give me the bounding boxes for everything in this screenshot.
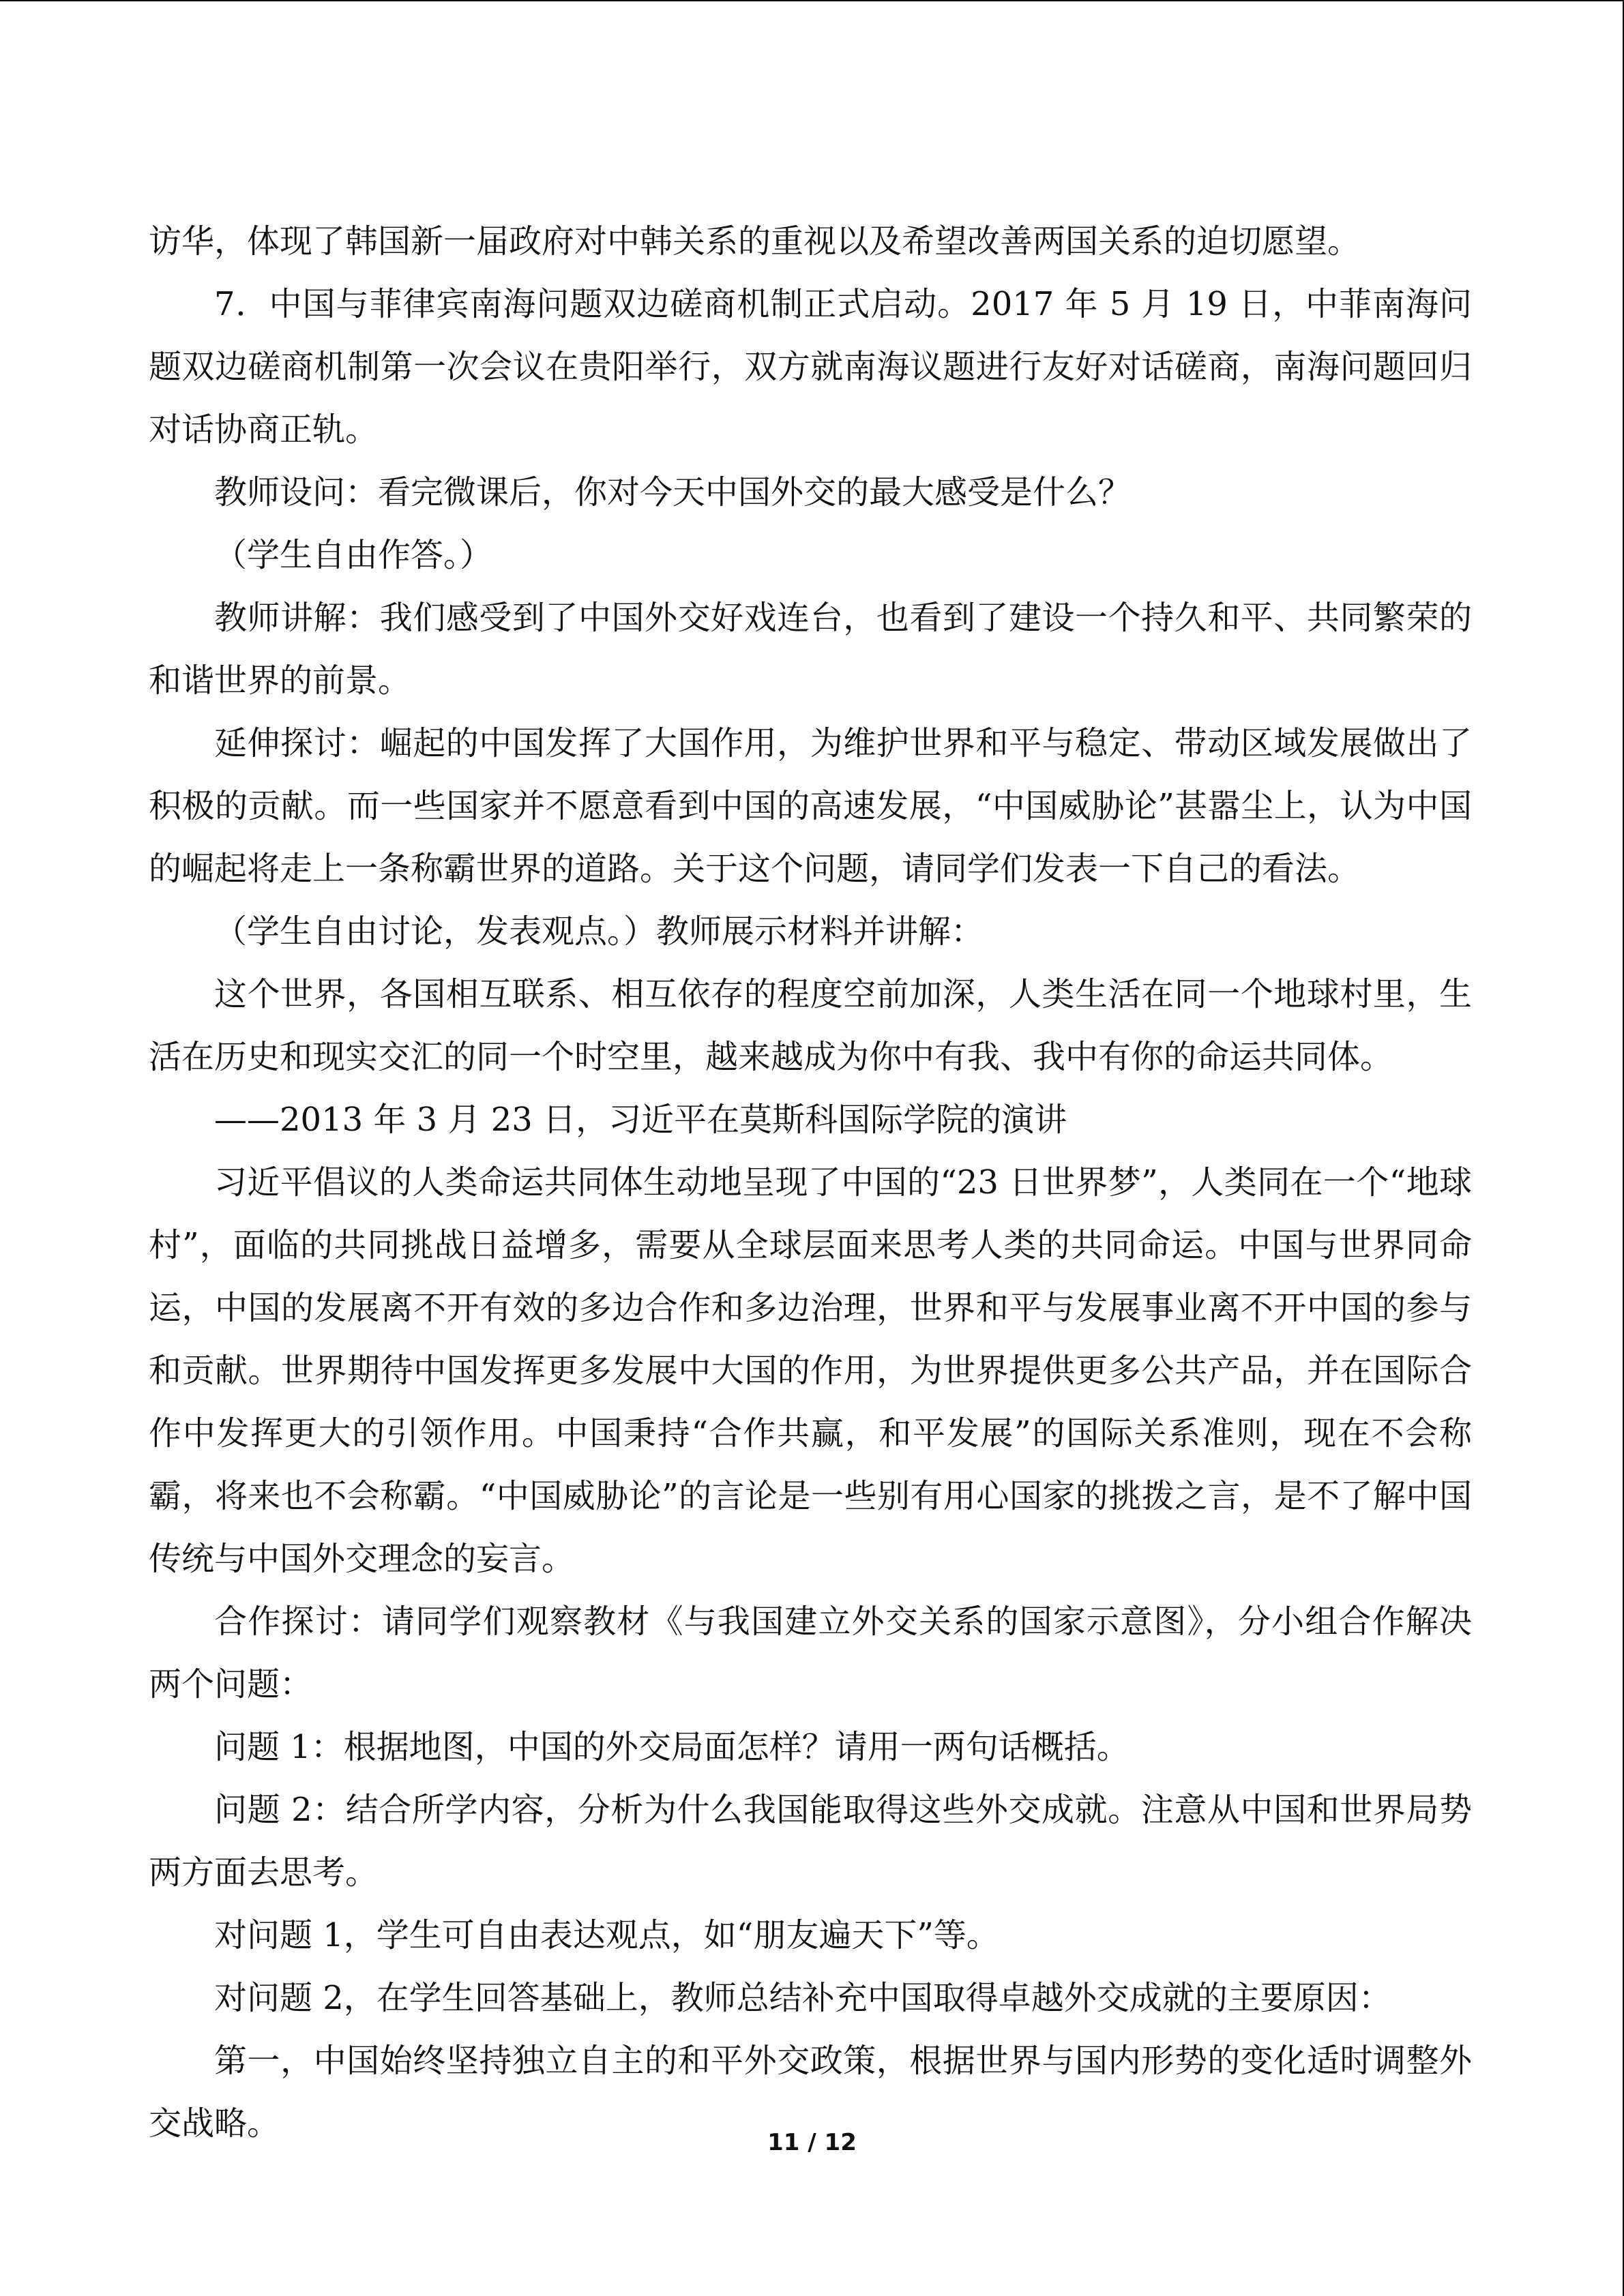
paragraph-10: 习近平倡议的人类命运共同体生动地呈现了中国的“23 日世界梦”，人类同在一个“地球村”，面临的共同挑战日益增多，需要从全球层面来思考人类的共同命运。中国与世界同命运，中国的发展离不开有效的多边合作和多边治理，世界和平与发展事业离不开中国的参与和贡献。世界期待中国发挥更多发展中大国的作用，为世界提供更多公共产品，并在国际合作中发挥更大的引领作用。中国秉持“合作共赢，和平发展”的国际关系准则，现在不会称霸，将来也不会称霸。“中国威胁论”的言论是一些别有用心国家的挑拨之言，是不了解中国传统与中国外交理念的妄言。 bbox=[149, 1163, 1472, 1578]
paragraph-13: 问题 2：结合所学内容，分析为什么我国能取得这些外交成就。注意从中国和世界局势两方面去思考。 bbox=[149, 1791, 1472, 1892]
paragraph-6: 延伸探讨：崛起的中国发挥了大国作用，为维护世界和平与稳定、带动区域发展做出了积极的贡献。而一些国家并不愿意看到中国的高速发展，“中国威胁论”甚嚣尘上，认为中国的崛起将走上一条称霸世界的道路。关于这个问题，请同学们发表一下自己的看法。 bbox=[149, 724, 1472, 888]
paragraph-8: 这个世界，各国相互联系、相互依存的程度空前加深，人类生活在同一个地球村里，生活在历史和现实交汇的同一个时空里，越来越成为你中有我、我中有你的命运共同体。 bbox=[149, 975, 1472, 1076]
page-number: 11 / 12 bbox=[767, 2129, 857, 2156]
paragraph-9-citation: ——2013 年 3 月 23 日，习近平在莫斯科国际学院的演讲 bbox=[214, 1101, 1067, 1139]
paragraph-15: 对问题 2，在学生回答基础上，教师总结补充中国取得卓越外交成就的主要原因： bbox=[214, 1979, 1391, 2017]
paragraph-16: 第一，中国始终坚持独立自主的和平外交政策，根据世界与国内形势的变化适时调整外交战略。 bbox=[149, 2042, 1472, 2143]
paragraph-3: 教师设问：看完微课后，你对今天中国外交的最大感受是什么？ bbox=[214, 473, 1132, 511]
paragraph-11: 合作探讨：请同学们观察教材《与我国建立外交关系的国家示意图》，分小组合作解决两个问题： bbox=[149, 1602, 1472, 1703]
paragraph-1: 访华，体现了韩国新一届政府对中韩关系的重视以及希望改善两国关系的迫切愿望。 bbox=[149, 222, 1361, 260]
paragraph-14: 对问题 1，学生可自由表达观点，如“朋友遍天下”等。 bbox=[214, 1916, 999, 1954]
paragraph-7: （学生自由讨论，发表观点。）教师展示材料并讲解： bbox=[214, 912, 984, 951]
paragraph-2: 7．中国与菲律宾南海问题双边磋商机制正式启动。2017 年 5 月 19 日，中菲南海问题双边磋商机制第一次会议在贵阳举行，双方就南海议题进行友好对话磋商，南海问题回归对话协商正轨。 bbox=[149, 285, 1472, 449]
document-body bbox=[149, 210, 1472, 2155]
paragraph-5: 教师讲解：我们感受到了中国外交好戏连台，也看到了建设一个持久和平、共同繁荣的和谐世界的前景。 bbox=[149, 599, 1472, 700]
paragraph-4: （学生自由作答。） bbox=[214, 536, 493, 574]
paragraph-12: 问题 1：根据地图，中国的外交局面怎样？请用一两句话概括。 bbox=[214, 1728, 1130, 1766]
